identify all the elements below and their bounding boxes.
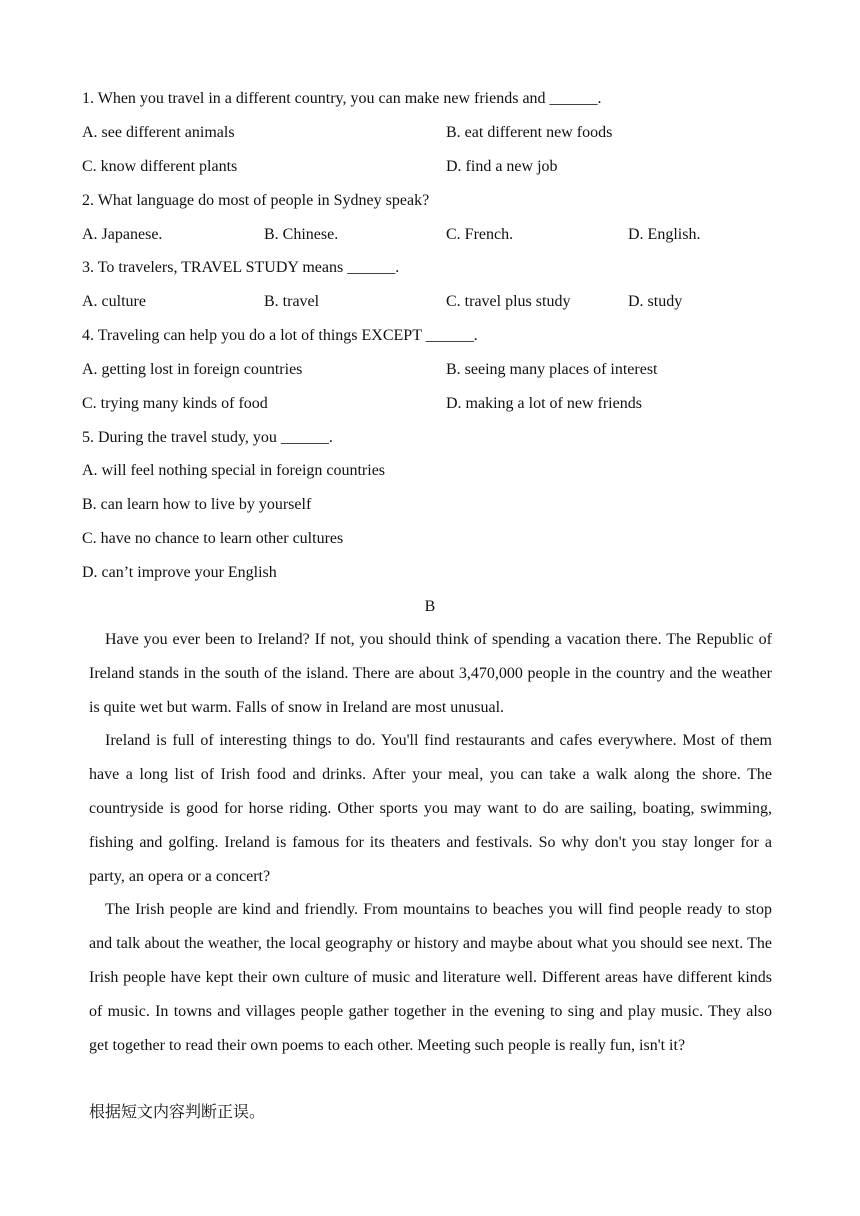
question-5-option-c: C. have no chance to learn other cultures: [82, 530, 344, 547]
question-1-option-d: D. find a new job: [446, 158, 558, 175]
question-2-option-b: B. Chinese.: [264, 226, 339, 243]
question-5-option-d: D. can’t improve your English: [82, 564, 277, 581]
question-4-option-c: C. trying many kinds of food: [82, 395, 268, 412]
question-1-option-a: A. see different animals: [82, 124, 235, 141]
section-b-heading: B: [424, 598, 436, 615]
question-1-stem: 1. When you travel in a different country, you can make new friends and ______.: [82, 90, 602, 107]
question-3-option-d: D. study: [628, 293, 683, 310]
question-3-option-b: B. travel: [264, 293, 320, 310]
passage-paragraph: The Irish people are kind and friendly. From mountains to beaches you will find people ready to stop and talk about the weather, the local geography or history and maybe about what you should see next. The Irish people have kept their own culture of music and literature well. Different areas have different kinds of music. In towns and villages people gather together in the evening to sing and play music. They also get together to read their own poems to each other. Meeting such people is really fun, isn't it?: [89, 901, 772, 1054]
question-1-option-c: C. know different plants: [82, 158, 238, 175]
question-4-option-d: D. making a lot of new friends: [446, 395, 642, 412]
question-3-option-c: C. travel plus study: [446, 293, 571, 310]
question-2-option-d: D. English.: [628, 226, 701, 243]
question-5-option-b: B. can learn how to live by yourself: [82, 496, 312, 513]
question-4-option-a: A. getting lost in foreign countries: [82, 361, 303, 378]
question-4-option-b: B. seeing many places of interest: [446, 361, 658, 378]
question-2-stem: 2. What language do most of people in Sydney speak?: [82, 192, 430, 209]
question-5-option-a: A. will feel nothing special in foreign countries: [82, 462, 386, 479]
passage-paragraph: Have you ever been to Ireland? If not, you should think of spending a vacation there. The Republic of Ireland stands in the south of the island. There are about 3,470,000 people in the country and the weather is quite wet but warm. Falls of snow in Ireland are most unusual.: [89, 631, 772, 716]
reading-passage: [89, 623, 772, 1062]
question-3-stem: 3. To travelers, TRAVEL STUDY means ______.: [82, 259, 400, 276]
passage-paragraph: Ireland is full of interesting things to do. You'll find restaurants and cafes everywhere. Most of them have a long list of Irish food and drinks. After your meal, you can take a walk along the shore. The countryside is good for horse riding. Other sports you may want to do are sailing, boating, swimming, fishing and golfing. Ireland is famous for its theaters and festivals. So why don't you stay longer for a party, an opera or a concert?: [89, 732, 772, 885]
question-1-option-b: B. eat different new foods: [446, 124, 613, 141]
question-2-option-a: A. Japanese.: [82, 226, 163, 243]
true-false-instruction: 根据短文内容判断正误。: [89, 1102, 266, 1121]
question-4-stem: 4. Traveling can help you do a lot of things EXCEPT ______.: [82, 327, 478, 344]
question-5-stem: 5. During the travel study, you ______.: [82, 429, 333, 446]
question-2-option-c: C. French.: [446, 226, 514, 243]
question-3-option-a: A. culture: [82, 293, 146, 310]
